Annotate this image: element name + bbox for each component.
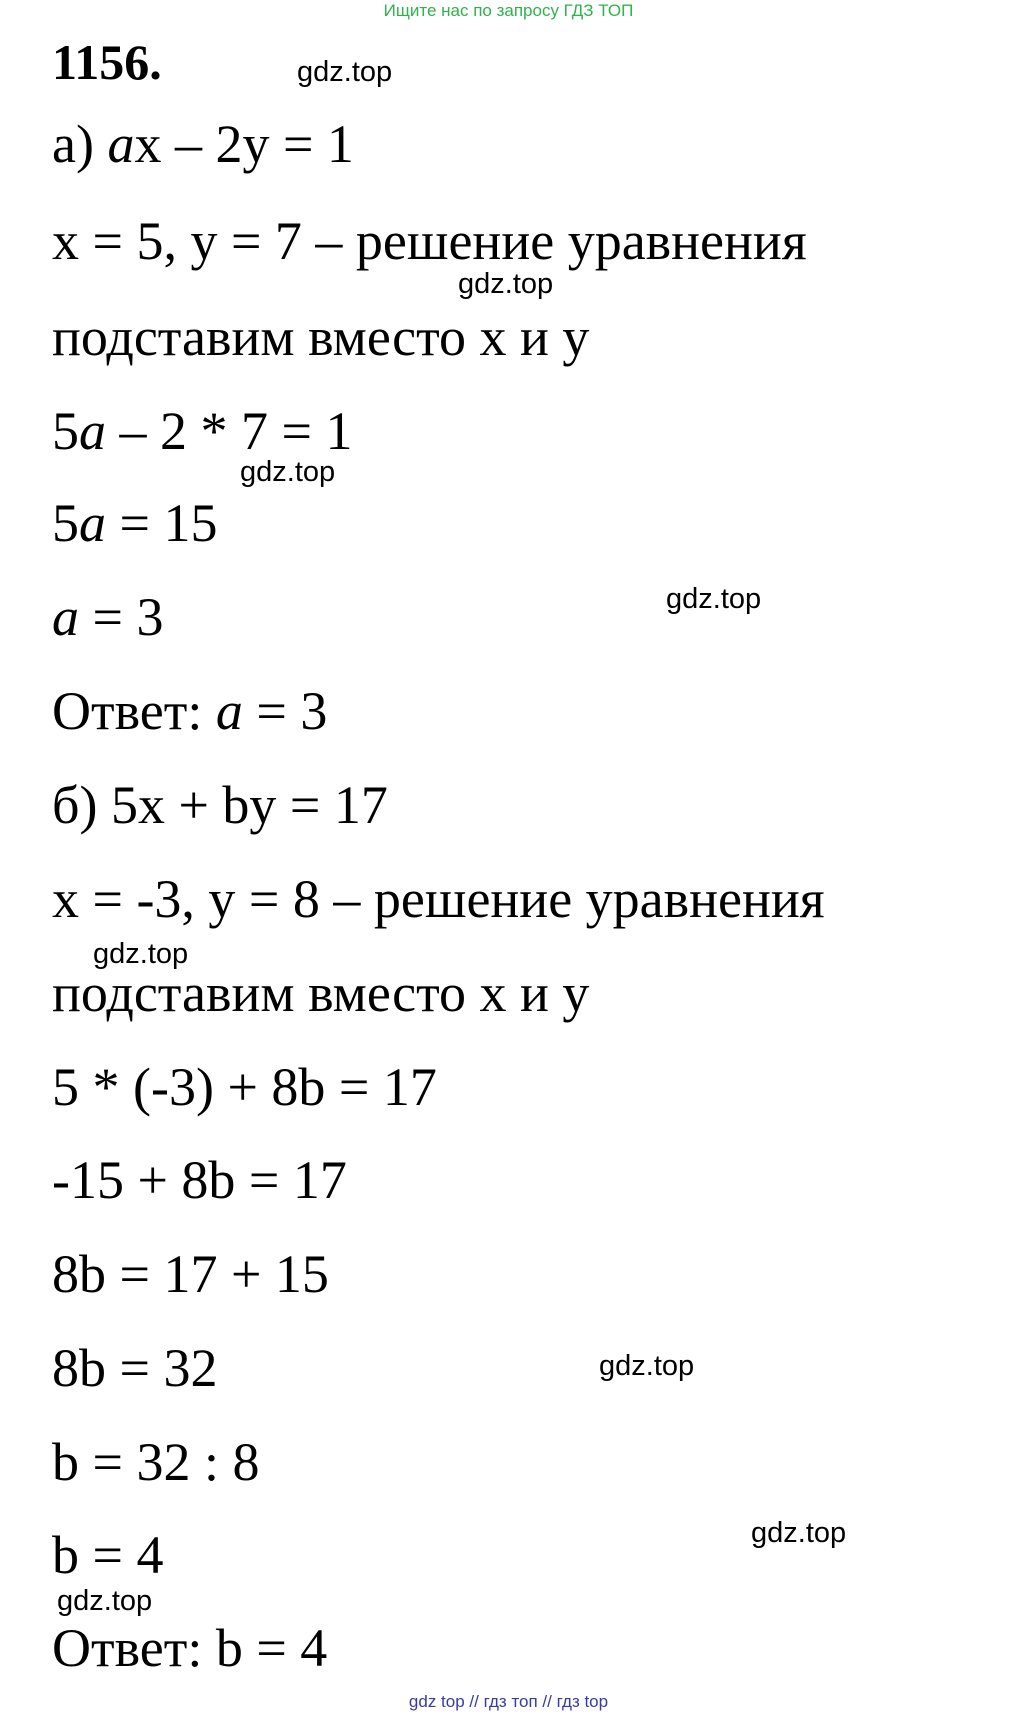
part-b-substitute-line: подставим вместо x и y [52, 963, 590, 1023]
part-a-equation: а) ax – 2y = 1 [52, 114, 354, 174]
watermark: gdz.top [297, 56, 393, 88]
part-b-step-6: b = 4 [52, 1525, 164, 1585]
watermark: gdz.top [751, 1517, 847, 1549]
part-a-step-1: 5a – 2 * 7 = 1 [52, 401, 353, 461]
part-b-step-2: -15 + 8b = 17 [52, 1150, 347, 1210]
part-a-answer: Ответ: a = 3 [52, 681, 328, 741]
part-a-step-3: a = 3 [52, 587, 164, 647]
part-a-solution-line: x = 5, y = 7 – решение уравнения [52, 211, 807, 271]
problem-number: 1156. [52, 34, 162, 90]
part-b-solution-line: x = -3, y = 8 – решение уравнения [52, 869, 825, 929]
part-b-step-5: b = 32 : 8 [52, 1432, 260, 1492]
part-b-answer: Ответ: b = 4 [52, 1618, 328, 1678]
part-b-equation: б) 5x + by = 17 [52, 775, 388, 835]
watermark: gdz.top [599, 1350, 695, 1382]
part-a-step-2: 5a = 15 [52, 493, 218, 553]
watermark: gdz.top [57, 1585, 153, 1617]
part-b-step-1: 5 * (-3) + 8b = 17 [52, 1057, 437, 1117]
search-hint-banner: Ищите нас по запросу ГДЗ ТОП [383, 1, 634, 20]
part-b-step-4: 8b = 32 [52, 1338, 218, 1398]
watermark: gdz.top [93, 938, 189, 970]
watermark: gdz.top [666, 583, 762, 615]
watermark: gdz.top [240, 456, 336, 488]
footer-watermark: gdz top // гдз топ // гдз top [408, 1692, 609, 1711]
part-a-substitute-line: подставим вместо x и y [52, 307, 590, 367]
part-b-step-3: 8b = 17 + 15 [52, 1244, 329, 1304]
watermark: gdz.top [458, 268, 554, 300]
